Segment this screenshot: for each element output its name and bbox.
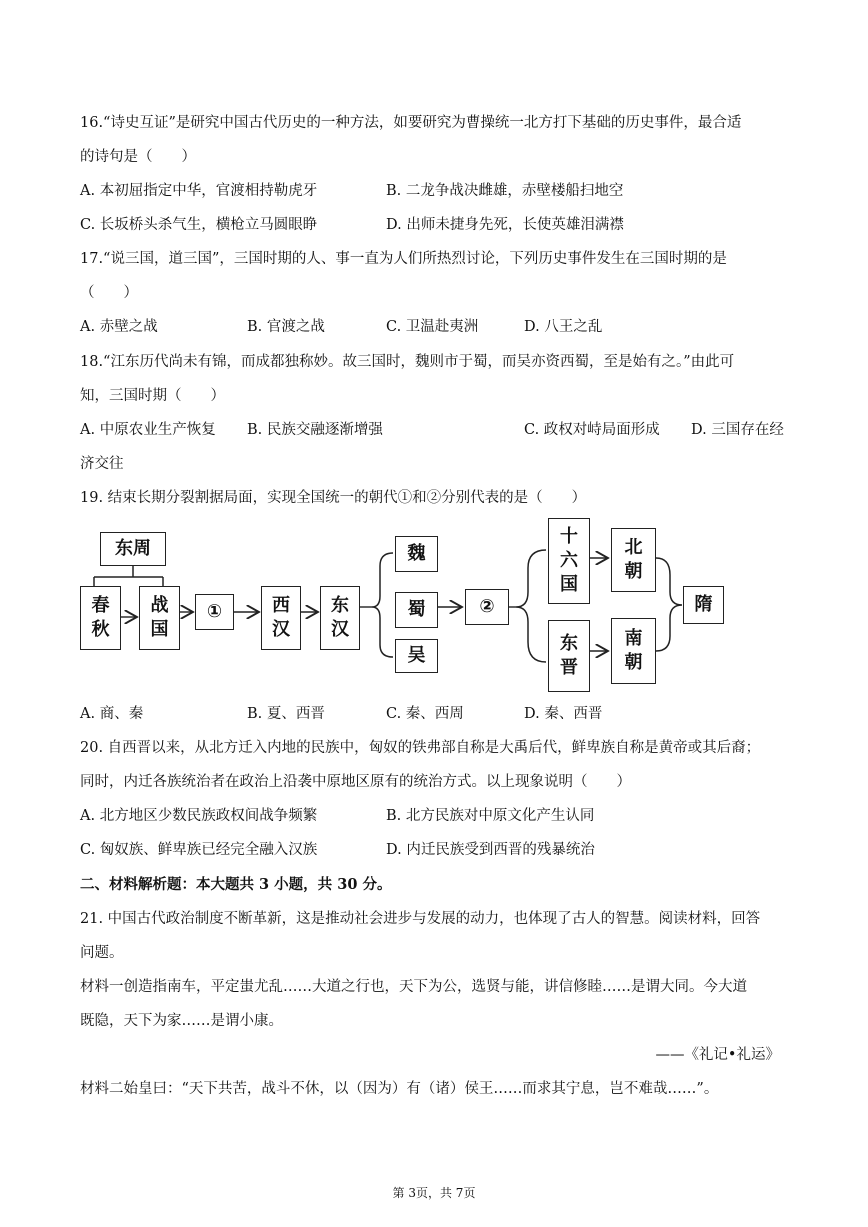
q21-material-1-source: ——《礼记•礼运》 bbox=[655, 1047, 780, 1063]
q16-stem-line1: 16.“诗史互证”是研究中国古代历史的一种方法，如要研究为曹操统一北方打下基础的历史事件，最合适 bbox=[80, 115, 742, 131]
q19-option-c: C. 秦、西周 bbox=[386, 706, 464, 722]
q19-option-d: D. 秦、西晋 bbox=[524, 706, 603, 722]
q16-stem-line2: 的诗句是（ ） bbox=[80, 149, 196, 165]
box-dongzhou: 东周 bbox=[100, 532, 166, 566]
q21-stem-line2: 问题。 bbox=[80, 945, 124, 961]
q17-option-d: D. 八王之乱 bbox=[524, 319, 603, 335]
q18-stem-line1: 18.“江东历代尚未有锦，而成都独称妙。故三国时，魏则市于蜀，而吴亦资西蜀，至是始有之。”由此可 bbox=[80, 354, 735, 370]
q16-option-d: D. 出师未捷身先死，长使英雄泪满襟 bbox=[386, 217, 624, 233]
q17-stem-line1: 17.“说三国，道三国”，三国时期的人、事一直为人们所热烈讨论，下列历史事件发生在三国时期的是 bbox=[80, 251, 727, 267]
section-2-heading: 二、材料解析题：本大题共 3 小题，共 30 分。 bbox=[80, 876, 392, 893]
q19-stem: 19. 结束长期分裂割据局面，实现全国统一的朝代①和②分别代表的是（ ） bbox=[80, 490, 587, 506]
q21-stem-line1: 21. 中国古代政治制度不断革新，这是推动社会进步与发展的动力，也体现了古人的智慧。阅读材料，回答 bbox=[80, 911, 761, 927]
q17-option-a: A. 赤壁之战 bbox=[80, 319, 158, 335]
box-xihan: 西 汉 bbox=[261, 586, 301, 650]
q20-stem-line2: 同时，内迁各族统治者在政治上沿袭中原地区原有的统治方式。以上现象说明（ ） bbox=[80, 774, 631, 790]
q16-option-a: A. 本初屈指定中华，官渡相持勒虎牙 bbox=[80, 183, 318, 199]
q19-option-a: A. 商、秦 bbox=[80, 706, 144, 722]
q18-option-b: B. 民族交融逐渐增强 bbox=[247, 422, 383, 438]
box-shiliuguo: 十 六 国 bbox=[548, 518, 590, 604]
q20-stem-line1: 20. 自西晋以来，从北方迁入内地的民族中，匈奴的铁弗部自称是大禹后代，鲜卑族自称是黄帝或其后裔； bbox=[80, 740, 761, 756]
box-donghan: 东 汉 bbox=[320, 586, 360, 650]
q21-material-1-line2: 既隐，天下为家……是谓小康。 bbox=[80, 1013, 283, 1029]
box-dongjin: 东 晋 bbox=[548, 620, 590, 692]
q20-option-b: B. 北方民族对中原文化产生认同 bbox=[386, 808, 595, 824]
q20-option-a: A. 北方地区少数民族政权间战争频繁 bbox=[80, 808, 318, 824]
q21-material-2: 材料二始皇曰：“天下共苦，战斗不休，以（因为）有（诸）侯王……而求其宁息，岂不难哉……”。 bbox=[80, 1081, 719, 1097]
q19-option-b: B. 夏、西晋 bbox=[247, 706, 325, 722]
q18-option-a: A. 中原农业生产恢复 bbox=[80, 422, 216, 438]
box-shu: 蜀 bbox=[395, 592, 438, 628]
q18-stem-line2: 知，三国时期（ ） bbox=[80, 388, 225, 404]
box-zhanguo: 战 国 bbox=[139, 586, 180, 650]
box-mark-1: ① bbox=[195, 594, 234, 630]
q16-option-c: C. 长坂桥头杀气生，横枪立马圆眼睁 bbox=[80, 217, 318, 233]
q17-stem-line2: （ ） bbox=[80, 285, 138, 301]
box-mark-2: ② bbox=[465, 589, 509, 625]
q17-option-c: C. 卫温赴夷洲 bbox=[386, 319, 479, 335]
box-wu: 吴 bbox=[395, 639, 438, 673]
box-wei: 魏 bbox=[395, 536, 438, 572]
q20-option-c: C. 匈奴族、鲜卑族已经完全融入汉族 bbox=[80, 842, 318, 858]
q18-option-c: C. 政权对峙局面形成 bbox=[524, 422, 660, 438]
box-nanchao: 南 朝 bbox=[611, 618, 656, 684]
box-beichao: 北 朝 bbox=[611, 528, 656, 592]
q18-option-d: D. 三国存在经 bbox=[691, 422, 784, 438]
box-chunqiu: 春 秋 bbox=[80, 586, 121, 650]
q16-option-b: B. 二龙争战决雌雄，赤壁楼船扫地空 bbox=[386, 183, 624, 199]
q20-option-d: D. 内迁民族受到西晋的残暴统治 bbox=[386, 842, 595, 858]
q21-material-1-line1: 材料一创造指南车，平定蚩尤乱……大道之行也，天下为公，选贤与能，讲信修睦……是谓大同。今大道 bbox=[80, 979, 747, 995]
page-footer: 第 3页，共 7页 bbox=[392, 1186, 476, 1200]
box-sui: 隋 bbox=[683, 586, 724, 624]
q17-option-b: B. 官渡之战 bbox=[247, 319, 325, 335]
q18-option-d-continued: 济交往 bbox=[80, 456, 124, 472]
